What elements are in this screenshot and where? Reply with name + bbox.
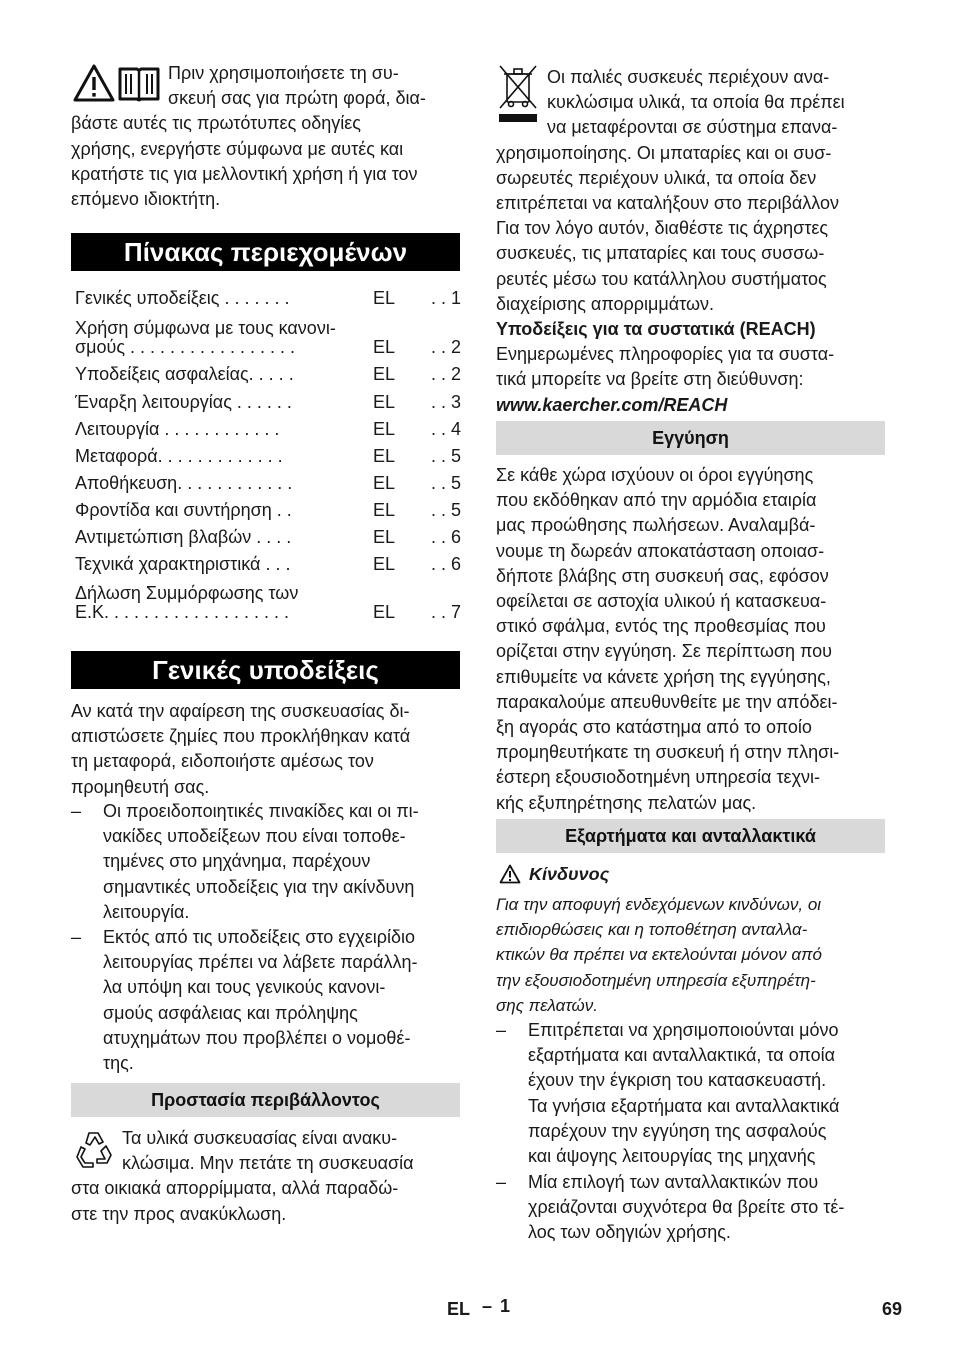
intro-paragraph: Πριν χρησιμοποιήσετε τη συ- σκευή σας για πρώτη φορά, δια- βάστε αυτές τις πρωτότυπες οδηγίες χρήσης, ενεργήστε σύμφωνα με αυτές και κρατήστε τις για μελλοντική χρήση ή για τον επόμενο ιδιοκτήτη. [71,63,426,210]
toc-lang: EL [373,288,396,308]
bullet-dash: – [496,1172,507,1192]
toc-row[interactable] [75,288,461,314]
danger-label: Κίνδυνος [529,864,610,884]
warranty-heading: Εγγύηση [496,421,885,455]
danger-triangle-icon [499,864,521,889]
toc-page: . . 5 [430,446,461,466]
toc-lang: EL [373,527,396,547]
toc-row[interactable] [75,318,461,368]
toc-row[interactable] [75,554,461,580]
toc-row[interactable] [75,392,461,418]
toc-lang: EL [373,446,396,466]
page-number: 69 [882,1299,903,1319]
toc-page: . . 6 [430,554,461,574]
toc-page: . . 5 [430,500,461,520]
list-item: – Οι προειδοποιητικές πινακίδες και οι πι- νακίδες υποδείξεων που είναι τοποθε- τημένες στο μηχάνημα, παρέχουν σημαντικές υποδείξεις για την ακίνδυνη λειτουργία. [71,801,419,922]
toc-row[interactable] [75,583,461,633]
list-item: – Μία επιλογή των ανταλλακτικών που χρειάζονται συχνότερα θα βρείτε στο τέ- λος των οδηγιών χρήσης. [496,1172,845,1243]
toc-row[interactable] [75,419,461,445]
toc-lang: EL [373,337,396,357]
environment-paragraph: Τα υλικά συσκευασίας είναι ανακυ- κλώσιμα. Μην πετάτε τη συσκευασία στα οικιακά απορρίμματα, αλλά παραδώ- στε την προς ανακύκλωση. [71,1128,414,1224]
general-notes-heading: Γενικές υποδείξεις [71,651,460,689]
disposal-paragraph: Οι παλιές συσκευές περιέχουν ανα- κυκλώσιμα υλικά, τα οποία θα πρέπει να μεταφέρονται σε σύστημα επανα- χρησιμοποίησης. Οι μπαταρίες και οι συσ- σωρευτές περιέχουν υλικά, τα οποία δεν επιτρέπεται να καταλήξουν στο περιβάλλον Για τον λόγο αυτόν, διαθέστε τις άχρηστες συσκευές, τις μπαταρίες και τους συσσω- ρευτές μέσω του κατάλληλου συστήματος διαχείρισης απορριμμάτων. Υποδείξεις για τα συστατικά (REACH) Ενημερωμένες πληροφορίες για τα συστα- τικά μπορείτε να βρείτε στη διεύθυνση: www.kaercher.com/REACH [496,65,885,418]
toc-lang: EL [373,364,396,384]
toc-page: . . 1 [430,288,461,308]
toc-title-cont: σμούς . . . . . . . . . . . . . . . . . [75,337,296,357]
list-item: – Εκτός από τις υποδείξεις στο εγχειρίδιο λειτουργίας πρέπει να λάβετε παράλλη- λα υπόψη και τους γενικούς κανονι- σμούς ασφάλειας και πρόληψης ατυχημάτων που προβλέπει ο νομοθέ- της. [71,927,418,1074]
toc-title: Λειτουργία . . . . . . . . . . . . [75,419,280,439]
toc-row[interactable] [75,446,461,472]
toc-title: Φροντίδα και συντήρηση . . [75,500,292,520]
toc-title: Δήλωση Συμμόρφωσης των [75,583,299,603]
toc-title: Χρήση σύμφωνα με τους κανονι- [75,318,336,338]
list-item: – Επιτρέπεται να χρησιμοποιούνται μόνο εξαρτήματα και ανταλλακτικά, τα οποία έχουν την έγκριση του κατασκευαστή. Τα γνήσια εξαρτήματα και ανταλλακτικά παρέχουν την εγγύηση της ασφαλούς και άψογης λειτουργίας της μηχανής [496,1020,840,1167]
toc-title: Έναρξη λειτουργίας . . . . . . [75,392,292,412]
reach-title: Υποδείξεις για τα συστατικά (REACH) [496,319,816,340]
toc-lang: EL [373,419,396,439]
toc-page: . . 6 [430,527,461,547]
bullet-dash: – [496,1020,507,1040]
toc-page: . . 2 [430,337,461,357]
toc-title: Αποθήκευση. . . . . . . . . . . . [75,473,293,493]
accessories-heading: Εξαρτήματα και ανταλλακτικά [496,819,885,853]
toc-page: . . 7 [430,602,461,622]
toc-row[interactable] [75,500,461,526]
toc-page: . . 4 [430,419,461,439]
toc-page: . . 2 [430,364,461,384]
warranty-paragraph: Σε κάθε χώρα ισχύουν οι όροι εγγύησης που εκδόθηκαν από την αρμόδια εταιρία μας προώθησης πωλήσεων. Αναλαμβά- νουμε τη δωρεάν αποκατάσταση οποιασ- δήποτε βλάβης στη συσκευή σας, εφόσον οφείλεται σε αστοχία υλικού ή κατασκευα- στικό σφάλμα, εντός της προθεσμίας που ορίζεται στην εγγύηση. Σε περίπτωση που επιθυμείτε να κάνετε χρήση της εγγύησης, παρακαλούμε απευθυνθείτε με την απόδει- ξη αγοράς στο κατάστημα από το οποίο προμηθευτήκατε τη συσκευή ή στην πλησι- έστερη εξουσιοδοτημένη υπηρεσία τεχνι- κής εξυπηρέτησης πελατών μας. [496,465,840,813]
footer-language: EL [447,1299,471,1319]
toc-lang: EL [373,602,396,622]
toc-title: Υποδείξεις ασφαλείας. . . . . [75,364,294,384]
toc-heading: Πίνακας περιεχομένων [71,233,460,271]
toc-page: . . 3 [430,392,461,412]
general-notes-paragraph: Αν κατά την αφαίρεση της συσκευασίας δι- απιστώσετε ζημίες που προκλήθηκαν κατά τη μεταφορά, ειδοποιήστε αμέσως τον προμηθευτή σας. [71,701,411,797]
toc-title: Γενικές υποδείξεις . . . . . . . [75,288,290,308]
footer-separator: – [482,1296,493,1316]
danger-text: Για την αποφυγή ενδεχόμενων κινδύνων, οι επιδιορθώσεις και η τοποθέτηση ανταλλα- κτικών θα πρέπει να εκτελούνται μόνον από την εξουσιοδοτημένη υπηρεσία εξυπηρέτη- σης πελατών. [496,895,822,1015]
footer-section-page: 1 [500,1296,511,1316]
toc-title: Αντιμετώπιση βλαβών . . . . [75,527,292,547]
toc-page: . . 5 [430,473,461,493]
bullet-dash: – [71,801,82,821]
toc-title-cont: Ε.Κ. . . . . . . . . . . . . . . . . . . [75,602,290,622]
toc-title: Τεχνικά χαρακτηριστικά . . . [75,554,291,574]
toc-row[interactable] [75,473,461,499]
bullet-dash: – [71,927,82,947]
toc-lang: EL [373,500,396,520]
toc-row[interactable] [75,527,461,553]
reach-link[interactable]: www.kaercher.com/REACH [496,394,728,415]
toc-lang: EL [373,473,396,493]
toc-lang: EL [373,554,396,574]
toc-row[interactable] [75,364,461,390]
environment-heading: Προστασία περιβάλλοντος [71,1083,460,1117]
toc-lang: EL [373,392,396,412]
toc-title: Μεταφορά. . . . . . . . . . . . . [75,446,283,466]
